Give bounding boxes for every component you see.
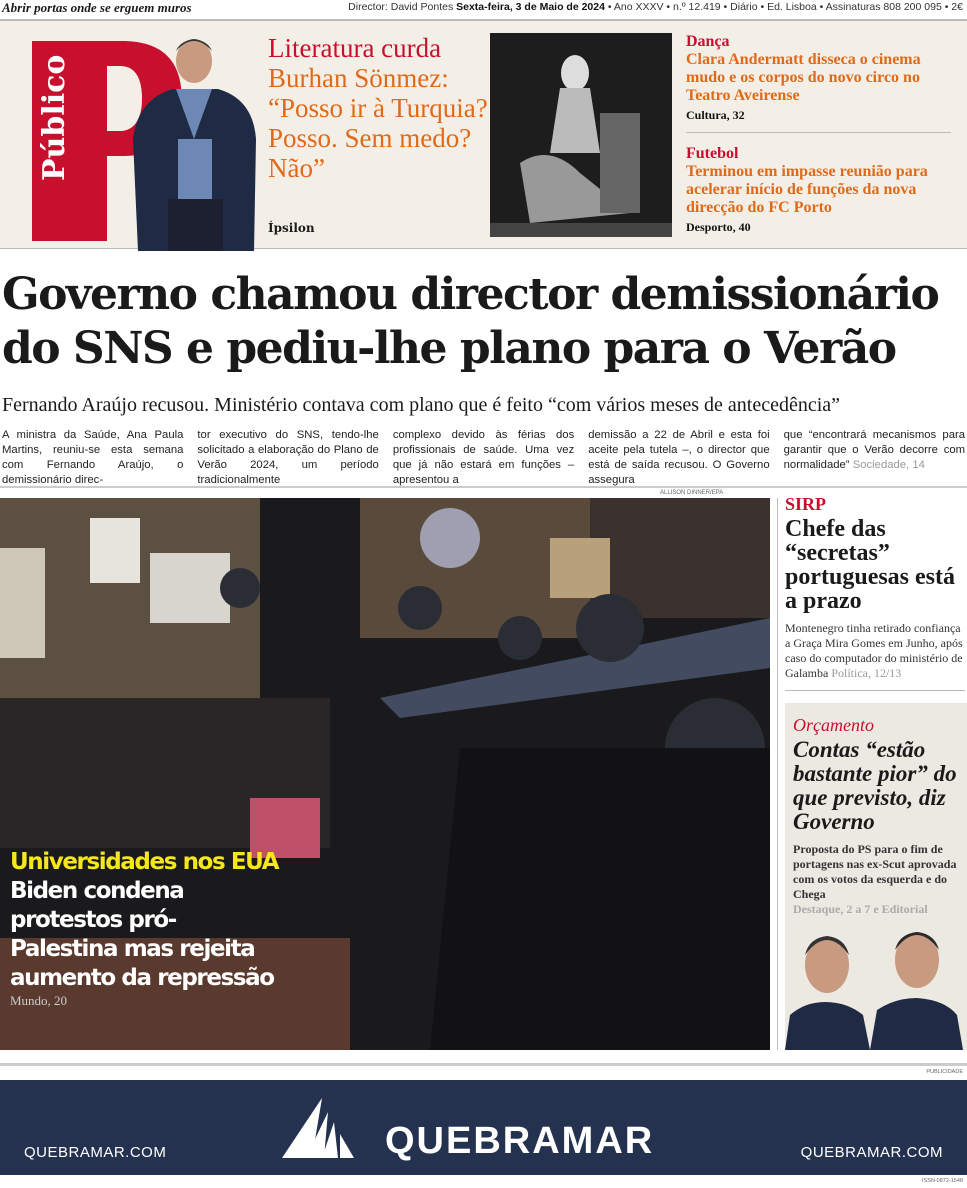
lead-column: A ministra da Saúde, Ana Paula Martins, reuniu-se esta semana com Fernando Araújo, o demissionário direc- [2, 429, 184, 486]
teaser-section: Cultura, 32 [686, 108, 745, 122]
top-bar [0, 0, 967, 16]
teaser-kicker: Dança [686, 33, 730, 50]
director: Director: David Pontes [348, 1, 454, 13]
divider [0, 1063, 967, 1066]
teaser-kicker: Futebol [686, 145, 739, 162]
story-sirp[interactable] [785, 494, 965, 681]
divider [686, 132, 951, 133]
lead-column: complexo devido às férias dos profissionais de saúde. Uma vez que já não estará em funções – apresentou a [392, 429, 575, 486]
lead-column: tor executivo do SNS, tendo-lhe solicitado a elaboração do Plano de Verão 2024, um período tradicionalmente [197, 429, 379, 486]
lead-subhead: Fernando Araújo recusou. Ministério contava com plano que é feito “com vários meses de antecedência” [2, 394, 841, 416]
ad-label: PUBLICIDADE [926, 1069, 963, 1075]
teaser-futebol[interactable] [686, 145, 956, 235]
photo-story-headline: Biden condena protestos pró-Palestina mas rejeita aumento da repressão [10, 878, 274, 991]
teaser-literatura[interactable] [268, 33, 488, 183]
divider [777, 498, 778, 1050]
lead-section: Sociedade, 14 [852, 459, 925, 471]
issn: ISSN-0872-1548 [922, 1178, 963, 1184]
photo-story[interactable] [10, 848, 280, 1009]
ad-banner[interactable] [0, 1080, 967, 1175]
issue-details: • Ano XXXV • n.º 12.419 • Diário • Ed. Lisboa • Assinaturas 808 200 095 • 2€ [607, 1, 963, 13]
photo-credit: ALLISON DINNER/EPA [660, 490, 724, 496]
story-section: Destaque, 2 a 7 e Editorial [793, 902, 928, 916]
teaser-danca[interactable] [686, 33, 956, 123]
photo-story-section: Mundo, 20 [10, 993, 68, 1008]
header-band [0, 19, 967, 249]
author-photo [128, 29, 260, 251]
teaser-section: Ípsilon [268, 221, 315, 235]
teaser-headline: Clara Andermatt disseca o cinema mudo e os corpos do novo circo no Teatro Aveirense [686, 51, 921, 104]
story-body: Montenegro tinha retirado confiança a Graça Mira Gomes em Junho, após caso do computador do ministério de Galamba [785, 621, 963, 680]
column-text: que “encontrará mecanismos para garantir que o Verão decorre com normalidade” [783, 429, 966, 471]
ministers-photo [785, 920, 967, 1050]
lead-headline[interactable]: Governo chamou director demissionário do SNS e pediu-lhe plano para o Verão [2, 269, 939, 374]
teaser-headline: Terminou em impasse reunião para acelerar início de funções da nova direcção do FC Porto [686, 163, 928, 216]
teaser-kicker: Literatura curda [268, 33, 442, 63]
lead-body [2, 428, 965, 488]
story-text [785, 621, 965, 681]
slogan: Abrir portas onde se erguem muros [2, 0, 192, 15]
dance-photo [490, 33, 672, 237]
story-kicker: Orçamento [793, 715, 874, 735]
ad-url-left[interactable]: QUEBRAMAR.COM [24, 1144, 167, 1161]
quebramar-logo-icon [282, 1098, 364, 1160]
divider [0, 486, 967, 488]
ad-url-right[interactable]: QUEBRAMAR.COM [800, 1144, 943, 1161]
teaser-headline: Burhan Sönmez: “Posso ir à Turquia? Posso. Sem medo? Não” [268, 63, 488, 183]
teaser-section: Desporto, 40 [686, 220, 751, 234]
story-body: Proposta do PS para o fim de portagens nas ex-Scut aprovada com os votos da esquerda e do Chega [793, 842, 957, 901]
story-headline: Contas “estão bastante pior” do que previsto, diz Governo [793, 737, 957, 834]
lead-column: demissão a 22 de Abril e esta foi aceite pela tutela –, o director que está de saída recusou. O Governo assegura [588, 429, 770, 486]
date: Sexta-feira, 3 de Maio de 2024 [456, 1, 605, 13]
story-section: Política, 12/13 [831, 666, 902, 680]
ad-brand: QUEBRAMAR [385, 1120, 655, 1162]
svg-text:Público: Público [37, 54, 72, 181]
story-headline: Chefe das “secretas” portuguesas está a prazo [785, 516, 956, 614]
divider [785, 690, 965, 691]
photo-story-kicker: Universidades nos EUA [10, 849, 279, 875]
lead-column [784, 428, 965, 488]
story-kicker: SIRP [785, 494, 827, 514]
issue-info [348, 0, 963, 15]
